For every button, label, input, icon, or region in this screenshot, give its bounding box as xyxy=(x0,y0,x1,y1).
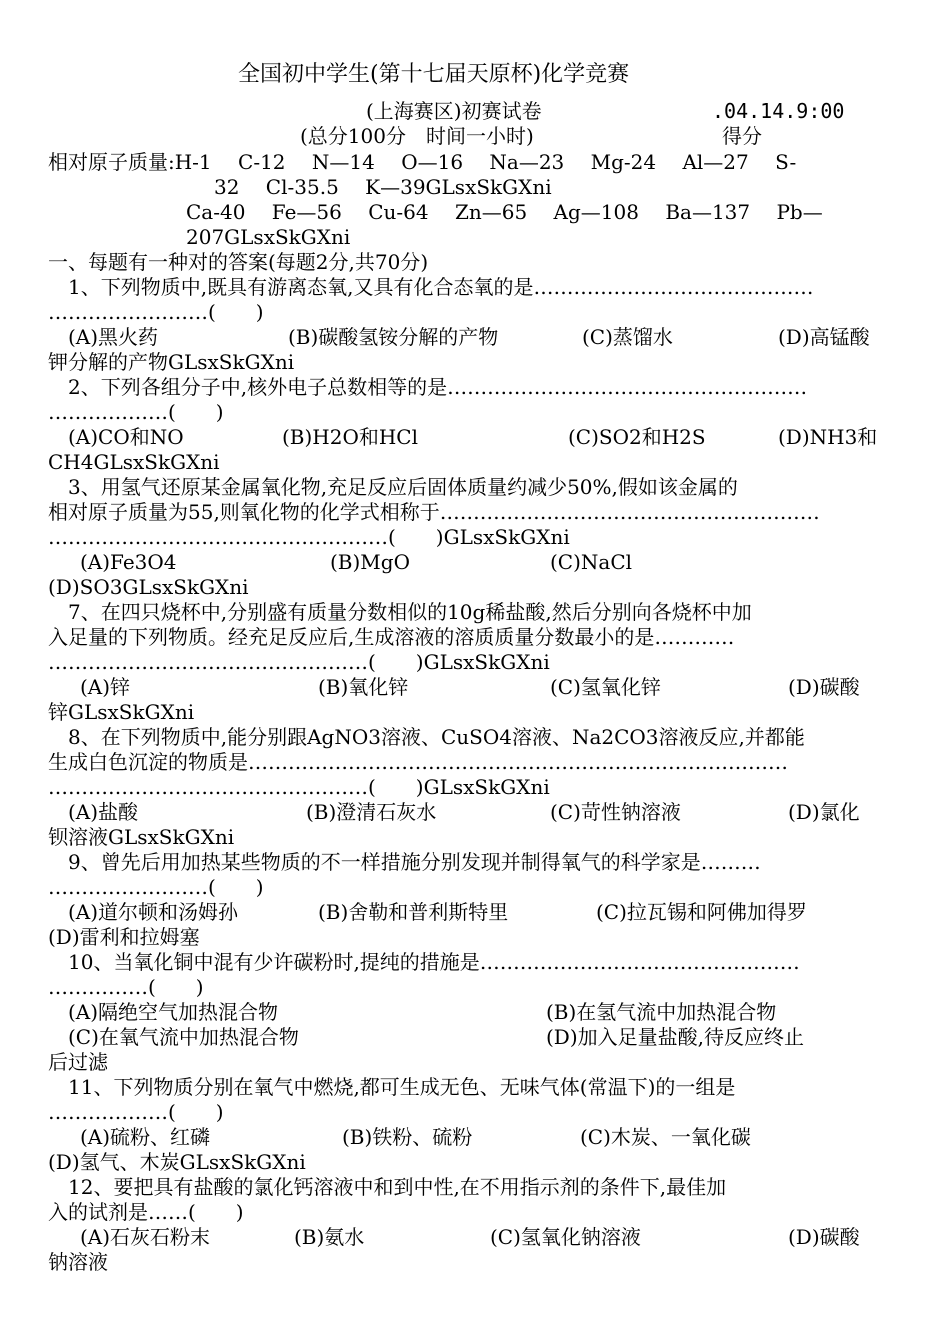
option-d: (D)SO3GLsxSkGXni xyxy=(48,575,249,599)
option-b: (B)铁粉、硫粉 xyxy=(342,1125,473,1149)
question-text-2: 相对原子质量为55,则氧化物的化学式相称于………………………………………………… xyxy=(48,500,820,524)
option-d: (D)雷利和拉姆塞 xyxy=(48,925,200,949)
exam-date: .04.14.9:00 xyxy=(712,99,845,123)
option-b: (B)氨水 xyxy=(294,1225,365,1249)
question-text-2: 入足量的下列物质。经充足反应后,生成溶液的溶质质量分数最小的是………… xyxy=(48,625,735,649)
answer-blank: ………………( ) xyxy=(48,400,224,424)
option-a: (A)Fe3O4 xyxy=(80,550,177,574)
question-text: 7、在四只烧杯中,分别盛有质量分数相似的10g稀盐酸,然后分别向各烧杯中加 xyxy=(68,600,752,624)
answer-blank: ………………( ) xyxy=(48,1100,224,1124)
option-b: (B)碳酸氢铵分解的产物 xyxy=(288,325,499,349)
answer-blank: …………………………………………( )GLsxSkGXni xyxy=(48,775,550,799)
option-d: (D)NH3和 xyxy=(778,425,878,449)
atomic-mass-line-2: 32 Cl-35.5 K—39GLsxSkGXni xyxy=(214,175,552,199)
atomic-mass-line-4: 207GLsxSkGXni xyxy=(186,225,351,249)
option-c: (C)蒸馏水 xyxy=(582,325,673,349)
atomic-mass-line-3: Ca-40 Fe—56 Cu-64 Zn—65 Ag—108 Ba—137 Pb— xyxy=(186,200,823,224)
answer-blank: ……………………( ) xyxy=(48,300,264,324)
question-text: 1、下列物质中,既具有游离态氧,又具有化合态氧的是…………………………………… xyxy=(68,275,814,299)
option-a: (A)CO和NO xyxy=(68,425,184,449)
option-b: (B)MgO xyxy=(330,550,410,574)
option-a: (A)硫粉、红磷 xyxy=(80,1125,211,1149)
option-c: (C)SO2和H2S xyxy=(568,425,706,449)
option-b: (B)舍勒和普利斯特里 xyxy=(318,900,509,924)
answer-blank: ……………………………………………( )GLsxSkGXni xyxy=(48,525,570,549)
option-d: (D)高锰酸 xyxy=(778,325,870,349)
option-c: (C)氢氧化锌 xyxy=(550,675,661,699)
option-continuation: 钡溶液GLsxSkGXni xyxy=(48,825,235,849)
question-text: 11、下列物质分别在氧气中燃烧,都可生成无色、无味气体(常温下)的一组是 xyxy=(68,1075,736,1099)
question-text-2: 生成白色沉淀的物质是……………………………………………………………………… xyxy=(48,750,788,774)
score-label: 得分 xyxy=(722,124,762,148)
option-c: (C)苛性钠溶液 xyxy=(550,800,681,824)
option-a: (A)隔绝空气加热混合物 xyxy=(68,1000,279,1024)
atomic-mass-line-1: 相对原子质量:H-1 C-12 N—14 O—16 Na—23 Mg-24 Al—27 S- xyxy=(48,150,797,174)
answer-blank: ……………………( ) xyxy=(48,875,264,899)
option-a: (A)黑火药 xyxy=(68,325,159,349)
exam-title: 全国初中学生(第十七届天原杯)化学竞赛 xyxy=(238,62,630,87)
answer-blank: ……………( ) xyxy=(48,975,204,999)
option-c: (C)拉瓦锡和阿佛加得罗 xyxy=(596,900,807,924)
option-c: (C)氢氧化钠溶液 xyxy=(490,1225,641,1249)
option-continuation: 钾分解的产物GLsxSkGXni xyxy=(48,350,295,374)
option-b: (B)H2O和HCl xyxy=(282,425,419,449)
section-heading: 一、每题有一种对的答案(每题2分,共70分) xyxy=(48,250,429,274)
answer-blank: 入的试剂是……( ) xyxy=(48,1200,244,1224)
question-text: 3、用氢气还原某金属氧化物,充足反应后固体质量约减少50%,假如该金属的 xyxy=(68,475,738,499)
question-text: 8、在下列物质中,能分别跟AgNO3溶液、CuSO4溶液、Na2CO3溶液反应,并都能 xyxy=(68,725,805,749)
option-c: (C)木炭、一氧化碳 xyxy=(580,1125,751,1149)
question-text: 12、要把具有盐酸的氯化钙溶液中和到中性,在不用指示剂的条件下,最佳加 xyxy=(68,1175,727,1199)
option-a: (A)锌 xyxy=(80,675,131,699)
option-d: (D)碳酸 xyxy=(788,1225,860,1249)
option-a: (A)盐酸 xyxy=(68,800,139,824)
option-c: (C)在氧气流中加热混合物 xyxy=(68,1025,299,1049)
question-text: 9、曾先后用加热某些物质的不一样措施分别发现并制得氧气的科学家是……… xyxy=(68,850,761,874)
question-text: 10、当氧化铜中混有少许碳粉时,提纯的措施是………………………………………… xyxy=(68,950,800,974)
option-b: (B)澄清石灰水 xyxy=(306,800,437,824)
exam-subtitle: (上海赛区)初赛试卷 xyxy=(366,99,542,123)
option-c: (C)NaCl xyxy=(550,550,633,574)
answer-blank: …………………………………………( )GLsxSkGXni xyxy=(48,650,550,674)
option-d: (D)碳酸 xyxy=(788,675,860,699)
option-continuation: 锌GLsxSkGXni xyxy=(48,700,195,724)
option-a: (A)道尔顿和汤姆孙 xyxy=(68,900,239,924)
option-d: (D)氢气、木炭GLsxSkGXni xyxy=(48,1150,306,1174)
option-d: (D)氯化 xyxy=(788,800,860,824)
exam-total: (总分100分 时间一小时) xyxy=(300,124,534,148)
option-b: (B)氧化锌 xyxy=(318,675,409,699)
option-continuation: 后过滤 xyxy=(48,1050,108,1074)
option-d: (D)加入足量盐酸,待反应终止 xyxy=(546,1025,804,1049)
option-b: (B)在氢气流中加热混合物 xyxy=(546,1000,777,1024)
question-text: 2、下列各组分子中,核外电子总数相等的是……………………………………………… xyxy=(68,375,808,399)
option-a: (A)石灰石粉末 xyxy=(80,1225,211,1249)
option-continuation: 钠溶液 xyxy=(48,1250,108,1274)
option-continuation: CH4GLsxSkGXni xyxy=(48,450,220,474)
